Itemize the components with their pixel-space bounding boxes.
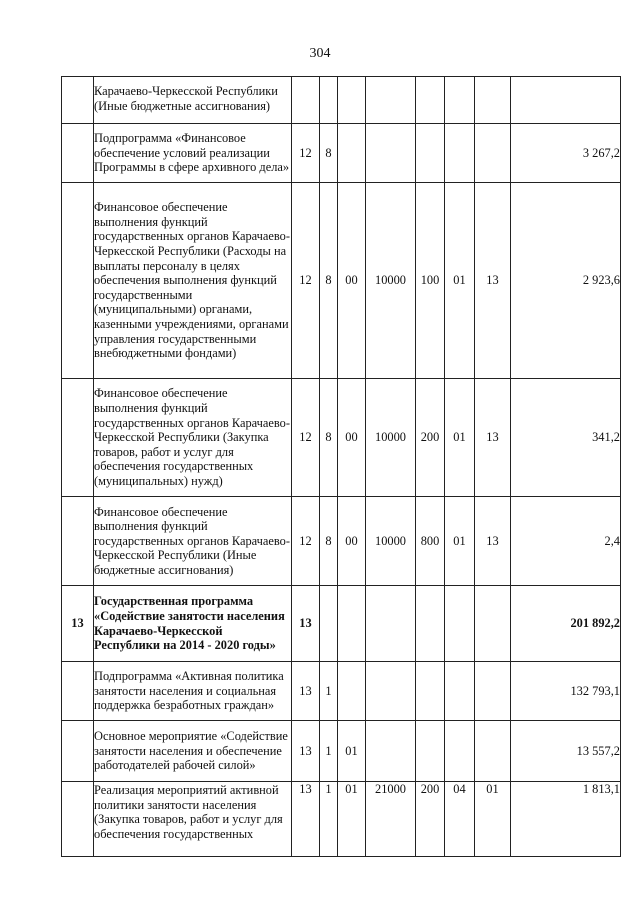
table-row [62, 77, 621, 124]
row-number [62, 77, 94, 124]
measure-code: 01 [338, 721, 366, 782]
row-amount [511, 77, 621, 124]
row-amount: 1 813,1 [511, 782, 621, 857]
measure-code [338, 124, 366, 183]
row-amount: 201 892,2 [511, 586, 621, 662]
row-number [62, 782, 94, 857]
subprogram-code: 1 [320, 782, 338, 857]
row-number [62, 379, 94, 497]
subsection-code: 13 [475, 497, 511, 586]
expense-type-code [416, 662, 445, 721]
measure-code [338, 77, 366, 124]
expense-type-code: 200 [416, 782, 445, 857]
program-code: 13 [292, 721, 320, 782]
subprogram-code: 1 [320, 662, 338, 721]
table-row [62, 662, 621, 721]
table-row [62, 721, 621, 782]
row-amount: 341,2 [511, 379, 621, 497]
program-code: 13 [292, 782, 320, 857]
row-name: Государственная программа «Содействие занятости населения Карачаево-Черкесской Республики на 2014 - 2020 годы» [94, 586, 292, 662]
row-name: Реализация мероприятий активной политики занятости населения (Закупка товаров, работ и услуг для обеспечения государственных [94, 782, 292, 857]
row-number [62, 721, 94, 782]
section-code [445, 662, 475, 721]
row-amount: 2,4 [511, 497, 621, 586]
section-code [445, 77, 475, 124]
subsection-code: 13 [475, 379, 511, 497]
direction-code [366, 662, 416, 721]
program-code: 13 [292, 662, 320, 721]
measure-code: 01 [338, 782, 366, 857]
subprogram-code: 8 [320, 379, 338, 497]
table-row [62, 124, 621, 183]
row-name: Подпрограмма «Активная политика занятости населения и социальная поддержка безработных граждан» [94, 662, 292, 721]
expense-type-code: 100 [416, 183, 445, 379]
section-code: 01 [445, 497, 475, 586]
expense-type-code [416, 77, 445, 124]
direction-code [366, 124, 416, 183]
direction-code [366, 721, 416, 782]
subsection-code [475, 662, 511, 721]
table-row [62, 497, 621, 586]
row-amount: 2 923,6 [511, 183, 621, 379]
expense-type-code [416, 124, 445, 183]
expense-type-code [416, 586, 445, 662]
program-code: 13 [292, 586, 320, 662]
section-code: 01 [445, 379, 475, 497]
measure-code: 00 [338, 379, 366, 497]
subsection-code: 01 [475, 782, 511, 857]
measure-code [338, 586, 366, 662]
subprogram-code: 8 [320, 183, 338, 379]
program-code: 12 [292, 124, 320, 183]
row-amount: 13 557,2 [511, 721, 621, 782]
direction-code: 10000 [366, 183, 416, 379]
program-code: 12 [292, 183, 320, 379]
direction-code: 21000 [366, 782, 416, 857]
row-name: Карачаево-Черкесской Республики (Иные бюджетные ассигнования) [94, 77, 292, 124]
row-name: Финансовое обеспечение выполнения функций государственных органов Карачаево-Черкесской Республики (Расходы на выплаты персоналу в целях обеспечения выполнения функций государственными (муниципальными) органами, казенными учреждениями, органами управления государственными внебюджетными фондами) [94, 183, 292, 379]
direction-code [366, 586, 416, 662]
subsection-code [475, 124, 511, 183]
row-amount: 132 793,1 [511, 662, 621, 721]
table-row [62, 379, 621, 497]
program-code [292, 77, 320, 124]
subprogram-code [320, 77, 338, 124]
section-code [445, 721, 475, 782]
table-row [62, 782, 621, 857]
row-name: Финансовое обеспечение выполнения функций государственных органов Карачаево-Черкесской Республики (Иные бюджетные ассигнования) [94, 497, 292, 586]
row-number [62, 662, 94, 721]
subprogram-code: 1 [320, 721, 338, 782]
program-code: 12 [292, 497, 320, 586]
measure-code: 00 [338, 183, 366, 379]
row-number [62, 183, 94, 379]
subprogram-code: 8 [320, 497, 338, 586]
expense-type-code: 200 [416, 379, 445, 497]
row-number: 13 [62, 586, 94, 662]
subsection-code [475, 586, 511, 662]
row-name: Основное мероприятие «Содействие занятости населения и обеспечение работодателей рабочей силой» [94, 721, 292, 782]
expense-type-code: 800 [416, 497, 445, 586]
page-number: 304 [309, 46, 331, 61]
budget-table [61, 76, 621, 857]
subsection-code [475, 77, 511, 124]
subprogram-code: 8 [320, 124, 338, 183]
row-number [62, 497, 94, 586]
row-name: Подпрограмма «Финансовое обеспечение условий реализации Программы в сфере архивного дела» [94, 124, 292, 183]
program-code: 12 [292, 379, 320, 497]
subprogram-code [320, 586, 338, 662]
table-row-program [62, 586, 621, 662]
section-code [445, 586, 475, 662]
section-code: 04 [445, 782, 475, 857]
row-number [62, 124, 94, 183]
direction-code [366, 77, 416, 124]
subsection-code [475, 721, 511, 782]
measure-code [338, 662, 366, 721]
subsection-code: 13 [475, 183, 511, 379]
direction-code: 10000 [366, 497, 416, 586]
expense-type-code [416, 721, 445, 782]
direction-code: 10000 [366, 379, 416, 497]
section-code [445, 124, 475, 183]
row-amount: 3 267,2 [511, 124, 621, 183]
row-name: Финансовое обеспечение выполнения функций государственных органов Карачаево-Черкесской Республики (Закупка товаров, работ и услуг для обеспечения государственных (муниципальных) нужд) [94, 379, 292, 497]
section-code: 01 [445, 183, 475, 379]
table-row [62, 183, 621, 379]
measure-code: 00 [338, 497, 366, 586]
